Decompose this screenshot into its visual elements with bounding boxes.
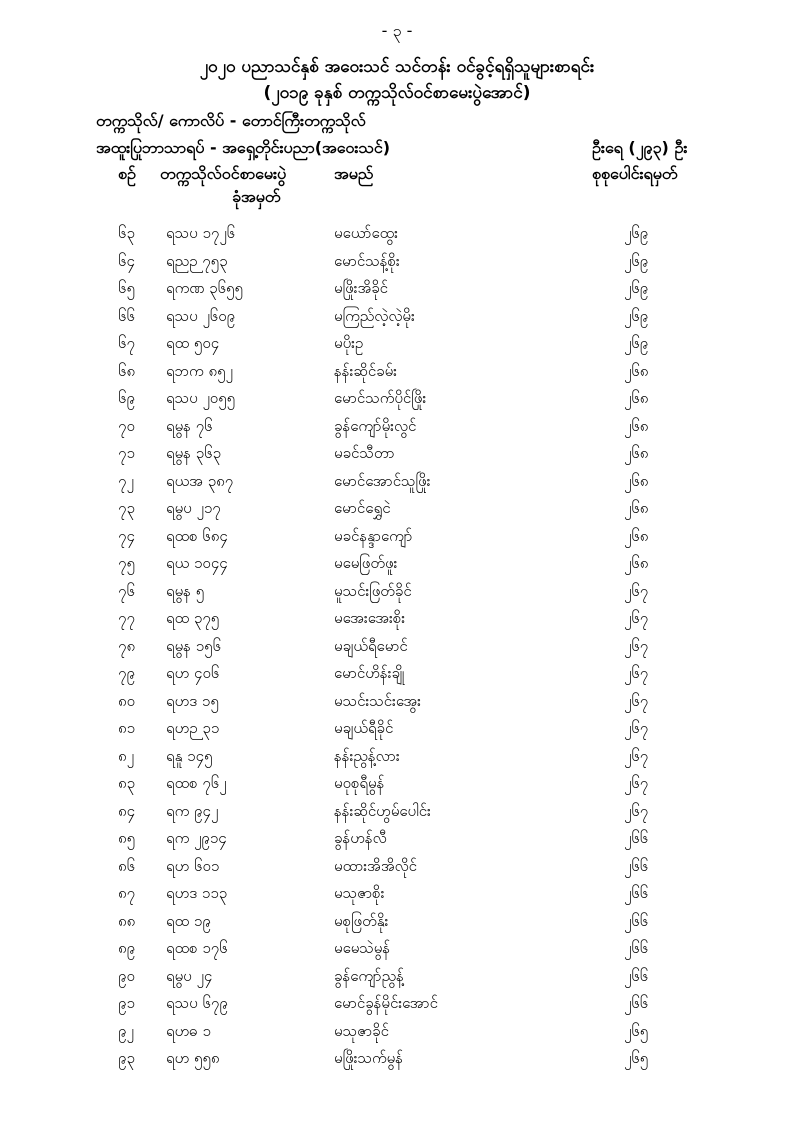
total-marks: ၂၆၅	[624, 1021, 649, 1040]
results-list	[0, 224, 794, 1077]
roll-number: ရထစ ၇၆၂	[166, 774, 227, 792]
roll-number: ရဟ ၅၅၈	[166, 1049, 220, 1067]
row-number: ၇၇	[118, 609, 135, 627]
roll-number: ရမွပ ၂၄	[166, 966, 213, 985]
roll-number: ရက ၉၄၂	[166, 801, 219, 820]
student-name: မဝုစုရီမွန်	[334, 774, 385, 792]
roll-number: ရမွန ၅	[166, 581, 205, 600]
roll-number: ရမွန ၇၆	[166, 416, 213, 435]
student-name: မစုဖြတ်နိုး	[334, 911, 389, 930]
roll-number: ရထစ ၆၈၄	[166, 526, 228, 545]
table-row	[0, 1049, 794, 1077]
table-row	[0, 967, 794, 995]
roll-number: ရယ ၁၀၄၄	[166, 554, 228, 572]
roll-number: ရညဉ ၇၅၃	[166, 251, 228, 270]
table-row	[0, 802, 794, 830]
row-number: ၇၉	[118, 664, 135, 682]
row-number: ၆၇	[118, 334, 135, 352]
table-row	[0, 884, 794, 912]
row-number: ၇၃	[118, 499, 135, 517]
row-number: ၈၉	[118, 939, 136, 957]
total-marks: ၂၆၇	[624, 774, 649, 792]
student-name: မထားအိအိလိုင်	[334, 856, 417, 875]
header-marks: စုစုပေါင်းရမှတ်	[592, 164, 678, 183]
total-marks: ၂၆၇	[624, 609, 649, 627]
roll-number: ရထ ၅၀၄	[166, 334, 220, 352]
row-number: ၈၈	[118, 911, 136, 930]
student-name: မောင်ခွန်မိုင်းအောင်	[334, 994, 438, 1012]
total-marks: ၂၆၆	[624, 829, 649, 847]
student-name: မောင်ရွှေငဲ	[334, 499, 391, 517]
table-row	[0, 747, 794, 775]
document-subtitle: (၂၀၁၉ ခုနှစ် တက္ကသိုလ်ဝင်စာမေးပွဲအောင်)	[263, 83, 531, 103]
table-row	[0, 692, 794, 720]
total-marks: ၂၆၇	[624, 664, 649, 682]
row-number: ၈၅	[118, 829, 136, 847]
total-marks: ၂၆၆	[624, 966, 649, 985]
table-row	[0, 829, 794, 857]
table-row	[0, 857, 794, 885]
student-name: မယော်ထွေး	[334, 224, 398, 242]
table-row	[0, 554, 794, 582]
table-row	[0, 444, 794, 472]
table-row	[0, 994, 794, 1022]
table-row	[0, 774, 794, 802]
row-number: ၈၁	[118, 719, 136, 737]
page-number: - ၃ -	[381, 21, 413, 40]
student-name: မသင်းသင်းအွေး	[334, 691, 421, 710]
roll-number: ရဘက ၈၅၂	[166, 361, 233, 380]
row-number: ၇၄	[118, 526, 135, 545]
row-number: ၇၁	[118, 444, 135, 462]
roll-number: ရထ ၃၇၅	[166, 609, 220, 627]
row-number: ၈၃	[118, 774, 136, 792]
total-marks: ၂၆၇	[624, 636, 649, 655]
table-row	[0, 389, 794, 417]
total-marks: ၂၆၆	[624, 994, 649, 1012]
roll-number: ရသပ ၆၇၉	[166, 994, 228, 1012]
roll-number: ရထ ၁၉	[166, 911, 211, 930]
table-row	[0, 307, 794, 335]
roll-number: ရသပ ၁၇၂၆	[166, 224, 236, 242]
row-number: ၆၃	[118, 224, 135, 242]
table-row	[0, 939, 794, 967]
total-marks: ၂၆၇	[624, 581, 649, 600]
roll-number: ရဟဒ ၁၅	[166, 691, 219, 710]
student-name: မောင်ဟိန်းချို	[334, 664, 405, 682]
total-marks: ၂၆၆	[624, 856, 649, 875]
row-number: ၇၂	[118, 471, 134, 490]
student-name: မချယ်ရီမောင်	[334, 636, 408, 655]
student-name: မသုဇာစိုး	[334, 884, 385, 902]
total-marks: ၂၆၉	[624, 306, 649, 325]
roll-number: ရယအ ၃၈၇	[166, 471, 234, 490]
roll-number: ရဟဓ ၁	[166, 1021, 211, 1040]
major-line: အထူးပြုဘာသာရပ် - အရှေ့တိုင်းပညာ(အဝေးသင်)	[96, 138, 391, 157]
roll-number: ရကဏ ၃၆၅၅	[166, 279, 243, 297]
student-name: မချယ်ရီခိုင်	[334, 719, 394, 737]
table-row	[0, 1022, 794, 1050]
student-name: မဖြိုးသက်မွန်	[334, 1049, 403, 1067]
table-row	[0, 719, 794, 747]
table-row	[0, 664, 794, 692]
student-name: မောင်အောင်သူဖြိုး	[334, 471, 431, 490]
total-count: ဦးရေ (၂၉၃) ဦး	[592, 138, 688, 157]
roll-number: ရဟဉ ၃၁	[166, 719, 220, 737]
student-name: မူသင်းဖြတ်ခိုင်	[334, 581, 412, 600]
roll-number: ရမွန ၃၆၃	[166, 444, 222, 462]
header-roll: တက္ကသိုလ်ဝင်စာမေးပွဲ	[160, 164, 287, 183]
student-name: မမေဖြတ်ဖူး	[334, 554, 398, 572]
total-marks: ၂၆၉	[624, 279, 649, 297]
table-row	[0, 362, 794, 390]
student-name: နန်းဆိုင်ဟွမ်ပေါင်း	[334, 801, 431, 820]
roll-number: ရက ၂၉၁၄	[166, 829, 227, 847]
student-name: မသုဇာခိုင်	[334, 1021, 389, 1040]
row-number: ၈၇	[118, 884, 136, 902]
row-number: ၇၅	[118, 554, 135, 572]
student-name: မပိုးဥ	[334, 334, 364, 352]
total-marks: ၂၆၆	[624, 911, 649, 930]
total-marks: ၂၆၇	[624, 691, 649, 710]
table-row	[0, 417, 794, 445]
row-number: ၇၆	[118, 581, 135, 600]
row-number: ၆၉	[118, 389, 135, 407]
student-name: မခင်သီတာ	[334, 444, 395, 462]
table-row	[0, 334, 794, 362]
total-marks: ၂၆၇	[624, 719, 649, 737]
total-marks: ၂၆၉	[624, 334, 649, 352]
row-number: ၆၈	[118, 361, 136, 380]
row-number: ၆၄	[118, 251, 135, 270]
university-line: တက္ကသိုလ်/ ကောလိပ် - တောင်ကြီးတက္ကသိုလ်	[96, 111, 366, 130]
roll-number: ရမွပ ၂၁၇	[166, 499, 221, 517]
total-marks: ၂၆၈	[624, 471, 649, 490]
roll-number: ရသပ ၂၀၅၅	[166, 389, 236, 407]
total-marks: ၂၆၆	[624, 884, 649, 902]
table-row	[0, 609, 794, 637]
row-number: ၉၁	[118, 994, 135, 1012]
total-marks: ၂၆၉	[624, 251, 649, 270]
table-row	[0, 582, 794, 610]
row-number: ၇၈	[118, 636, 136, 655]
roll-number: ရမွန ၁၅၆	[166, 636, 222, 655]
student-name: မခင်နန္ဒာကျော်	[334, 526, 413, 545]
header-roll-line2: ခုံအမှတ်	[232, 187, 281, 206]
row-number: ၇၀	[118, 416, 135, 435]
total-marks: ၂၆၅	[624, 1049, 649, 1067]
total-marks: ၂၆၈	[624, 526, 649, 545]
row-number: ၉၃	[118, 1049, 135, 1067]
row-number: ၈၄	[118, 801, 136, 820]
student-name: မအေးအေးစိုး	[334, 609, 406, 627]
total-marks: ၂၆၆	[624, 939, 649, 957]
total-marks: ၂၆၈	[624, 389, 649, 407]
total-marks: ၂၆၈	[624, 554, 649, 572]
student-name: မမေသဲမွန်	[334, 939, 391, 957]
total-marks: ၂၆၇	[624, 801, 649, 820]
row-number: ၆၆	[118, 306, 135, 325]
table-row	[0, 637, 794, 665]
header-no: စဉ်	[118, 164, 136, 183]
roll-number: ရဟ ၄၀၆	[166, 664, 220, 682]
roll-number: ရထစ ၁၇၆	[166, 939, 228, 957]
header-name: အမည်	[334, 164, 374, 183]
table-row	[0, 252, 794, 280]
total-marks: ၂၆၈	[624, 416, 649, 435]
total-marks: ၂၆၈	[624, 444, 649, 462]
table-row	[0, 224, 794, 252]
row-number: ၈၂	[118, 746, 134, 765]
table-row	[0, 527, 794, 555]
student-name: ခွန်ဟန်လီ	[334, 829, 387, 847]
student-name: မောင်သက်ပိုင်ဖြိုး	[334, 389, 427, 407]
table-row	[0, 472, 794, 500]
table-row	[0, 279, 794, 307]
roll-number: ရဟ ၆၀၁	[166, 856, 220, 875]
total-marks: ၂၆၈	[624, 361, 649, 380]
total-marks: ၂၆၉	[624, 224, 649, 242]
student-name: နန်းဆိုင်ခမ်း	[334, 361, 397, 380]
row-number: ၉၂	[118, 1021, 134, 1040]
row-number: ၈၆	[118, 856, 136, 875]
roll-number: ရနူ ၁၄၅	[166, 746, 213, 765]
total-marks: ၂၆၈	[624, 499, 649, 517]
student-name: မောင်သန့်စိုး	[334, 251, 400, 270]
row-number: ၉၀	[118, 966, 135, 985]
row-number: ၆၅	[118, 279, 135, 297]
student-name: ခွန်ကျော်ညွန့်	[334, 966, 404, 985]
roll-number: ရဟဒ ၁၁၃	[166, 884, 228, 902]
student-name: မဖြိုးအိခိုင်	[334, 279, 388, 297]
row-number: ၈၀	[118, 691, 136, 710]
total-marks: ၂၆၇	[624, 746, 649, 765]
student-name: မကြည်လဲ့လဲ့မိုး	[334, 306, 415, 325]
student-name: ခွန်ကျော်မိုးလွင်	[334, 416, 417, 435]
table-row	[0, 499, 794, 527]
document-title: ၂၀၂၀ ပညာသင်နှစ် အဝေးသင် သင်တန်း ဝင်ခွင့်ရရှိသူများစာရင်း	[199, 57, 595, 77]
roll-number: ရသပ ၂၆၀၉	[166, 306, 236, 325]
table-row	[0, 912, 794, 940]
student-name: နန်းညွန့်လား	[334, 746, 400, 765]
